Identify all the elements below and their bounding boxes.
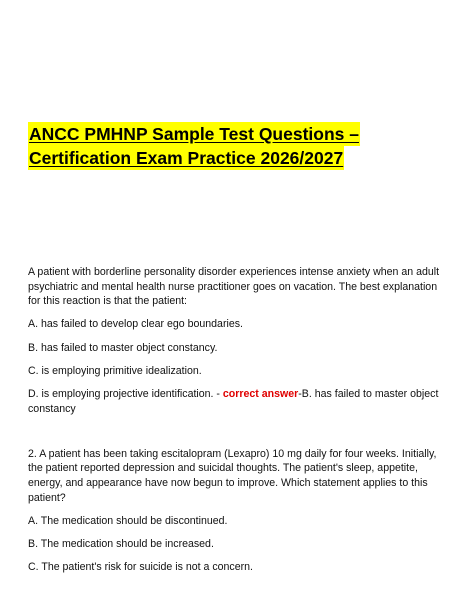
correct-answer-label: correct answer (222, 387, 299, 400)
answer-option: A. The medication should be discontinued. (28, 514, 228, 527)
question-stem: 2. A patient has been taking escitalopram (Lexapro) 10 mg daily for four weeks. Initially, the patient reported depression and suicidal thoughts. The patient's sleep, appetite, energy, and appearance have now begun to improve. Which statement applies to this patient? (28, 447, 437, 504)
question-spacer (28, 425, 448, 447)
title-line-2: Certification Exam Practice 2026/2027 (29, 148, 344, 168)
answer-option: B. has failed to master object constancy. (28, 341, 218, 354)
document-body (28, 265, 448, 583)
question-2 (28, 447, 448, 575)
correct-answer-text: -B. has failed to master object constancy (28, 387, 439, 415)
answer-option: B. The medication should be increased. (28, 537, 214, 550)
question-stem: A patient with borderline personality disorder experiences intense anxiety when an adult psychiatric and mental health nurse practitioner goes on vacation. The best explanation for this reaction is that the patient: (28, 266, 440, 308)
document-title (28, 122, 448, 170)
title-line-1: ANCC PMHNP Sample Test Questions – (29, 124, 359, 144)
answer-option: C. is employing primitive idealization. (28, 364, 202, 377)
answer-option-text: D. is employing projective identification. - (28, 387, 220, 400)
answer-option-with-key (28, 387, 448, 416)
answer-option: A. has failed to develop clear ego boundaries. (28, 318, 243, 331)
question-1 (28, 265, 448, 416)
answer-option: C. The patient's risk for suicide is not a concern. (28, 561, 253, 574)
